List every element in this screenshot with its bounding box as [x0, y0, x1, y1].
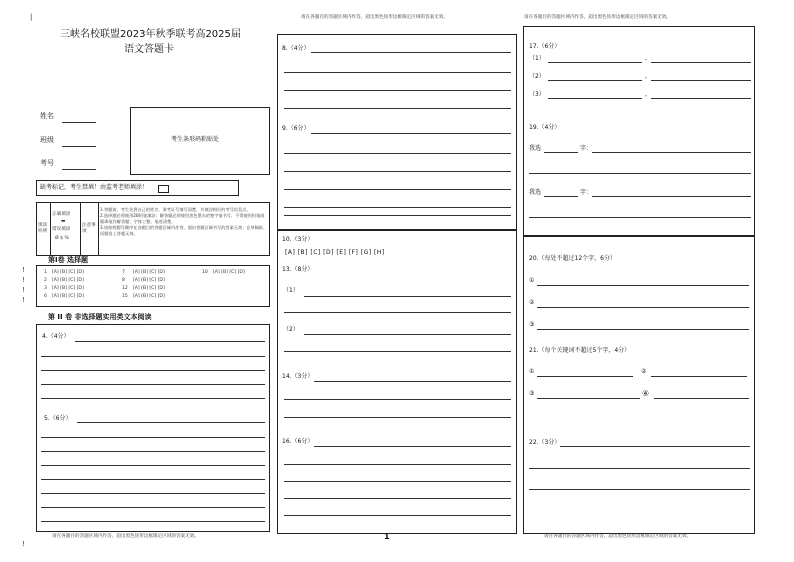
q-number: 12	[122, 286, 128, 291]
answer-line[interactable]	[41, 384, 265, 385]
notes-box	[36, 202, 270, 256]
class-field[interactable]	[62, 146, 96, 147]
answer-line[interactable]	[592, 152, 751, 153]
name-label: 姓名	[40, 112, 54, 120]
answer-line[interactable]	[284, 189, 511, 190]
q20-item1-label: ①	[529, 277, 535, 284]
choice-bubbles[interactable]: [A] [B] [C] [D]	[52, 294, 84, 299]
q14-label: 14.（3分）	[282, 373, 314, 380]
answer-line[interactable]	[75, 341, 265, 342]
q-number: 8	[122, 278, 125, 283]
q10-choice-bubbles[interactable]: [A] [B] [C] [D] [E] [F] [G] [H]	[285, 249, 385, 256]
answer-line[interactable]	[548, 62, 642, 63]
answer-box-10-16	[277, 230, 517, 534]
answer-line[interactable]	[41, 356, 265, 357]
answer-line[interactable]	[529, 468, 750, 469]
q8-label: 8.（4分）	[282, 45, 310, 52]
q19-choice-b-label: 我选	[529, 189, 542, 196]
answer-box-8-9	[277, 34, 517, 230]
answer-line[interactable]	[284, 90, 511, 91]
choice-bubbles[interactable]: [A] [B] [C] [D]	[133, 294, 165, 299]
wrong-fill-label: 错误填涂	[52, 227, 71, 232]
q5-label: 5.（6分）	[44, 415, 72, 422]
q20-item2-label: ②	[529, 299, 535, 306]
answer-line[interactable]	[284, 215, 511, 216]
footer-warning: 请在各题目的答题区域内作答，超出黑色矩形边框限定区域的答案无效。	[52, 534, 200, 539]
answer-line[interactable]	[537, 376, 633, 377]
registration-mark: !	[22, 266, 25, 274]
q13-part2-label: （2）	[283, 326, 299, 333]
q-number: 7	[122, 270, 125, 275]
registration-mark: !	[22, 540, 25, 548]
header-warning: 请在各题目的答题区域内作答，超出黑色矩形边框限定区域的答案无效。	[524, 15, 672, 20]
barcode-area	[130, 107, 270, 175]
barcode-label: 考生条形码粘贴处	[171, 136, 220, 143]
answer-line[interactable]	[537, 285, 749, 286]
q19-char-a-label: 字：	[580, 145, 593, 152]
answer-line[interactable]	[41, 507, 265, 508]
notes-text	[100, 207, 268, 237]
answer-line[interactable]	[529, 217, 751, 218]
answer-box-20-22	[523, 236, 755, 534]
correct-fill-label: 正确填涂	[52, 212, 71, 217]
q21-item4-label: ④	[642, 389, 650, 398]
answer-line[interactable]	[284, 515, 511, 516]
q19-choice-a-label: 我选	[529, 145, 542, 152]
answer-line[interactable]	[284, 72, 511, 73]
answer-line[interactable]	[544, 152, 578, 153]
q-number: 6	[44, 294, 47, 299]
answer-line[interactable]	[537, 307, 749, 308]
choice-bubbles[interactable]: [A] [B] [C] [D]	[52, 278, 84, 283]
q20-label: 20.（每处不超过12个字，6分）	[529, 255, 616, 262]
answer-line[interactable]	[284, 108, 511, 109]
answer-line[interactable]	[544, 196, 578, 197]
q20-item3-label: ③	[529, 321, 535, 328]
q4-label: 4.（4分）	[42, 333, 70, 340]
choice-bubbles[interactable]: [A] [B] [C] [D]	[213, 270, 245, 275]
answer-line[interactable]	[41, 465, 265, 466]
answer-line[interactable]	[284, 417, 511, 418]
answer-box-4-5	[36, 324, 270, 532]
q-number: 3	[44, 286, 47, 291]
q-number: 2	[44, 278, 47, 283]
answer-box-17-19: 17.（6分） （1） , （2） , （3） , 19.（4分） 我选 字： 我选 字：	[523, 26, 755, 236]
q17-part3-label: （3）	[529, 91, 545, 98]
note-item: 1.答题前，考生先将自己的姓名、准考证号填写清楚，并填涂相应的考号信息点。	[100, 207, 251, 212]
answer-line[interactable]	[41, 521, 265, 522]
q13-part1-label: （1）	[283, 287, 299, 294]
q21-item3-label: ③	[529, 390, 535, 397]
answer-line[interactable]	[284, 464, 511, 465]
answer-line[interactable]	[304, 334, 511, 335]
registration-mark: !	[22, 276, 25, 284]
page-number: 1	[384, 532, 390, 541]
answer-line[interactable]	[41, 437, 265, 438]
q10-label: 10.（3分）	[282, 236, 314, 243]
answer-line[interactable]	[560, 446, 750, 447]
answer-line[interactable]	[311, 52, 511, 53]
answer-line[interactable]	[284, 207, 511, 208]
answer-line[interactable]	[592, 196, 751, 197]
answer-line[interactable]	[529, 489, 750, 490]
q21-label: 21.（每个关键词不超过5个字，4分）	[529, 347, 631, 354]
q19-char-b-label: 字：	[580, 189, 593, 196]
answer-line[interactable]	[284, 351, 511, 352]
q9-label: 9.（6分）	[282, 125, 310, 132]
q17-part2-label: （2）	[529, 73, 545, 80]
answer-line[interactable]	[651, 80, 751, 81]
answer-line[interactable]	[41, 451, 265, 452]
answer-line[interactable]	[284, 171, 511, 172]
footer-warning: 请在各题目的答题区域内作答，超出黑色矩形边框限定区域的答案无效。	[544, 534, 692, 539]
exam-number-field[interactable]	[62, 169, 96, 170]
q16-label: 16.（6分）	[282, 438, 314, 445]
exam-title: 三峡名校联盟2023年秋季联考高2025届	[60, 29, 241, 40]
answer-line[interactable]	[537, 398, 640, 399]
answer-line[interactable]	[314, 381, 511, 382]
answer-line[interactable]	[304, 296, 511, 297]
q21-item1-label: ①	[529, 368, 535, 375]
answer-line[interactable]	[311, 133, 511, 134]
answer-line[interactable]	[284, 481, 511, 482]
q-number: 1	[44, 270, 47, 275]
answer-line[interactable]	[537, 329, 749, 330]
q13-label: 13.（8分）	[282, 266, 314, 273]
answer-line[interactable]	[41, 370, 265, 371]
wrong-fill-sample: Ø $ %	[55, 236, 69, 241]
card-title: 语文答题卡	[124, 44, 174, 55]
answer-line[interactable]	[284, 153, 511, 154]
exam-number-label: 考号	[40, 159, 54, 167]
q-number: 15	[122, 294, 128, 299]
answer-line[interactable]	[651, 62, 751, 63]
fill-sample-label: 填涂样例	[38, 223, 48, 234]
answer-line[interactable]	[654, 398, 749, 399]
absent-checkbox[interactable]	[158, 185, 169, 193]
answer-line[interactable]	[548, 80, 642, 81]
answer-line[interactable]	[314, 446, 511, 447]
header-warning: 请在各题目的答题区域内作答，超出黑色矩形边框限定区域的答案无效。	[301, 15, 449, 20]
q-number: 10	[202, 270, 208, 275]
answer-line[interactable]	[284, 312, 511, 313]
answer-line[interactable]	[41, 479, 265, 480]
choice-grid	[36, 265, 270, 307]
q19-label: 19.（4分）	[529, 124, 561, 131]
note-item: 2.选择题必须使用2B铅笔填涂；解答题必须使用黑色墨水的签字笔书写，不得使用铅笔或圆珠笔作解答题；字体工整、笔迹清楚。	[100, 213, 265, 225]
q22-label: 22.（3分）	[529, 439, 561, 446]
answer-line[interactable]	[77, 422, 265, 423]
answer-line[interactable]	[548, 98, 642, 99]
section2-title: 第 II 卷 非选择题实用类文本阅读	[48, 313, 152, 321]
name-field[interactable]	[62, 122, 96, 123]
answer-line[interactable]	[651, 98, 751, 99]
answer-line[interactable]	[41, 398, 265, 399]
choice-bubbles[interactable]: [A] [B] [C] [D]	[52, 270, 84, 275]
q17-label: 17.（6分）	[529, 43, 561, 50]
answer-line[interactable]	[284, 498, 511, 499]
absent-mark-label: 缺考标记，考生禁填！由监考老师填涂！	[40, 184, 149, 191]
q17-part1-label: （1）	[529, 55, 545, 62]
choice-bubbles[interactable]: [A] [B] [C] [D]	[133, 286, 165, 291]
choice-bubbles[interactable]: [A] [B] [C] [D]	[133, 278, 165, 283]
registration-mark: !	[22, 296, 25, 304]
note-item: 3.请按照题号顺序在各题目的答题区域内作答，超出答题区域书写的答案无效；在草稿纸、试题卷上答题无效。	[100, 225, 268, 237]
registration-mark: |	[30, 13, 33, 21]
class-label: 班级	[40, 136, 54, 144]
correct-fill-sample: ▬	[61, 219, 66, 224]
notes-heading: 注意事项	[82, 223, 96, 234]
answer-line[interactable]	[651, 376, 747, 377]
answer-line[interactable]	[284, 399, 511, 400]
answer-line[interactable]	[529, 173, 751, 174]
absent-mark-box	[36, 180, 239, 196]
choice-bubbles[interactable]: [A] [B] [C] [D]	[52, 286, 84, 291]
section1-title: 第Ⅰ卷 选择题	[48, 256, 89, 264]
choice-bubbles[interactable]: [A] [B] [C] [D]	[133, 270, 165, 275]
answer-line[interactable]	[41, 493, 265, 494]
q21-item2-label: ②	[641, 368, 647, 375]
registration-mark: !	[22, 286, 25, 294]
